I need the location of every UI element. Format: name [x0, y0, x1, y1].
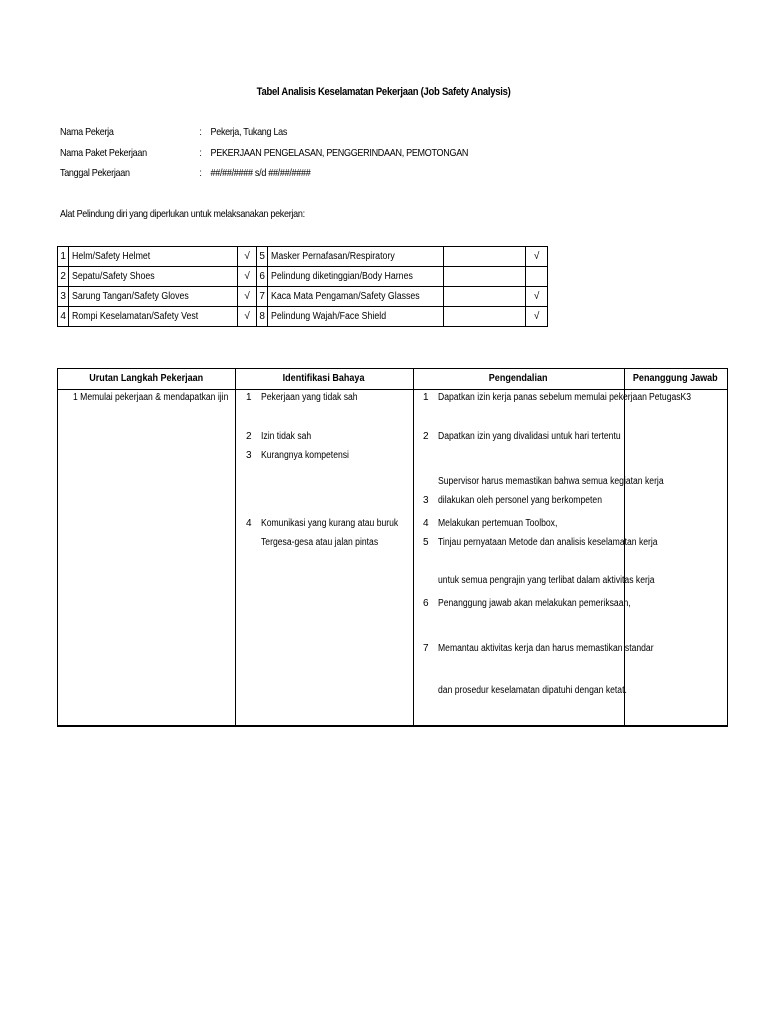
apd-row	[58, 247, 548, 267]
hazard-number: 3	[246, 450, 252, 461]
control-text: dan prosedur keselamatan dipatuhi dengan ketat.	[438, 685, 627, 696]
apd-check: √	[526, 287, 548, 307]
apd-number: 7	[257, 287, 268, 307]
info-key: Tanggal Pekerjaan	[60, 167, 130, 179]
info-value: ##/##/#### s/d ##/##/####	[210, 167, 311, 179]
header-steps: Urutan Langkah Pekerjaan	[89, 372, 204, 384]
info-colon: :	[199, 147, 202, 159]
apd-item: Pelindung Wajah/Face Shield	[268, 307, 444, 327]
apd-note: Alat Pelindung diri yang diperlukan untuk melaksanakan pekerjan:	[60, 208, 305, 220]
column-divider	[413, 369, 414, 725]
apd-number: 2	[58, 267, 69, 287]
control-text: dilakukan oleh personel yang berkompeten	[438, 495, 602, 506]
hazard-number: 2	[246, 431, 252, 442]
control-number: 6	[423, 598, 429, 609]
apd-number: 4	[58, 307, 69, 327]
apd-number: 6	[257, 267, 268, 287]
control-text: Penanggung jawab akan melakukan pemeriksaan,	[438, 598, 631, 609]
control-number: 5	[423, 537, 429, 548]
hazard-text: Tergesa-gesa atau jalan pintas	[261, 537, 379, 548]
control-text: untuk semua pengrajin yang terlibat dalam aktivitas kerja	[438, 575, 655, 586]
apd-check: √	[526, 307, 548, 327]
apd-item: Kaca Mata Pengaman/Safety Glasses	[268, 287, 444, 307]
document-title: Tabel Analisis Keselamatan Pekerjaan (Job Safety Analysis)	[257, 86, 511, 98]
apd-check: √	[526, 247, 548, 267]
control-number: 2	[423, 431, 429, 442]
apd-item: Masker Pernafasan/Respiratory	[268, 247, 444, 267]
apd-item: Helm/Safety Helmet	[69, 247, 238, 267]
apd-item: Pelindung diketinggian/Body Harnes	[268, 267, 444, 287]
info-value: Pekerja, Tukang Las	[210, 126, 288, 138]
header-responsible: Penanggung Jawab	[633, 372, 718, 384]
apd-number: 5	[257, 247, 268, 267]
header-hazards: Identifikasi Bahaya	[283, 372, 365, 384]
apd-blank	[444, 287, 526, 307]
apd-item: Rompi Keselamatan/Safety Vest	[69, 307, 238, 327]
info-key: Nama Pekerja	[60, 126, 114, 138]
control-number: 3	[423, 495, 429, 506]
apd-check: √	[238, 287, 257, 307]
hazard-text: Pekerjaan yang tidak sah	[261, 392, 358, 403]
hazard-number: 4	[246, 518, 252, 529]
control-text: Supervisor harus memastikan bahwa semua kegiatan kerja	[438, 476, 664, 487]
apd-blank	[444, 307, 526, 327]
jsa-table	[57, 368, 728, 727]
apd-item: Sepatu/Safety Shoes	[69, 267, 238, 287]
info-colon: :	[199, 126, 202, 138]
job-step: 1 Memulai pekerjaan & mendapatkan ijin	[73, 392, 229, 403]
control-text: Dapatkan izin yang divalidasi untuk hari tertentu	[438, 431, 621, 442]
apd-check: √	[238, 267, 257, 287]
responsible-person: PetugasK3	[649, 392, 692, 403]
control-text: Tinjau pernyataan Metode dan analisis keselamatan kerja	[438, 537, 658, 548]
control-number: 1	[423, 392, 429, 403]
info-key: Nama Paket Pekerjaan	[60, 147, 147, 159]
apd-check: √	[238, 247, 257, 267]
control-text: Memantau aktivitas kerja dan harus memastikan standar	[438, 643, 654, 654]
apd-row	[58, 267, 548, 287]
apd-item: Sarung Tangan/Safety Gloves	[69, 287, 238, 307]
control-text: Dapatkan izin kerja panas sebelum memulai pekerjaan	[438, 392, 647, 403]
hazard-text: Komunikasi yang kurang atau buruk	[261, 518, 399, 529]
info-colon: :	[199, 167, 202, 179]
apd-number: 3	[58, 287, 69, 307]
apd-check: √	[238, 307, 257, 327]
info-value: PEKERJAAN PENGELASAN, PENGGERINDAAN, PEMOTONGAN	[210, 147, 469, 159]
header-controls: Pengendalian	[489, 372, 548, 384]
hazard-text: Kurangnya kompetensi	[261, 450, 349, 461]
apd-number: 8	[257, 307, 268, 327]
control-number: 7	[423, 643, 429, 654]
apd-table	[57, 246, 548, 327]
apd-check	[526, 267, 548, 287]
apd-row	[58, 307, 548, 327]
hazard-text: Izin tidak sah	[261, 431, 312, 442]
column-divider	[235, 369, 236, 725]
apd-blank	[444, 247, 526, 267]
control-number: 4	[423, 518, 429, 529]
hazard-number: 1	[246, 392, 252, 403]
apd-row	[58, 287, 548, 307]
apd-number: 1	[58, 247, 69, 267]
apd-blank	[444, 267, 526, 287]
control-text: Melakukan pertemuan Toolbox,	[438, 518, 558, 529]
